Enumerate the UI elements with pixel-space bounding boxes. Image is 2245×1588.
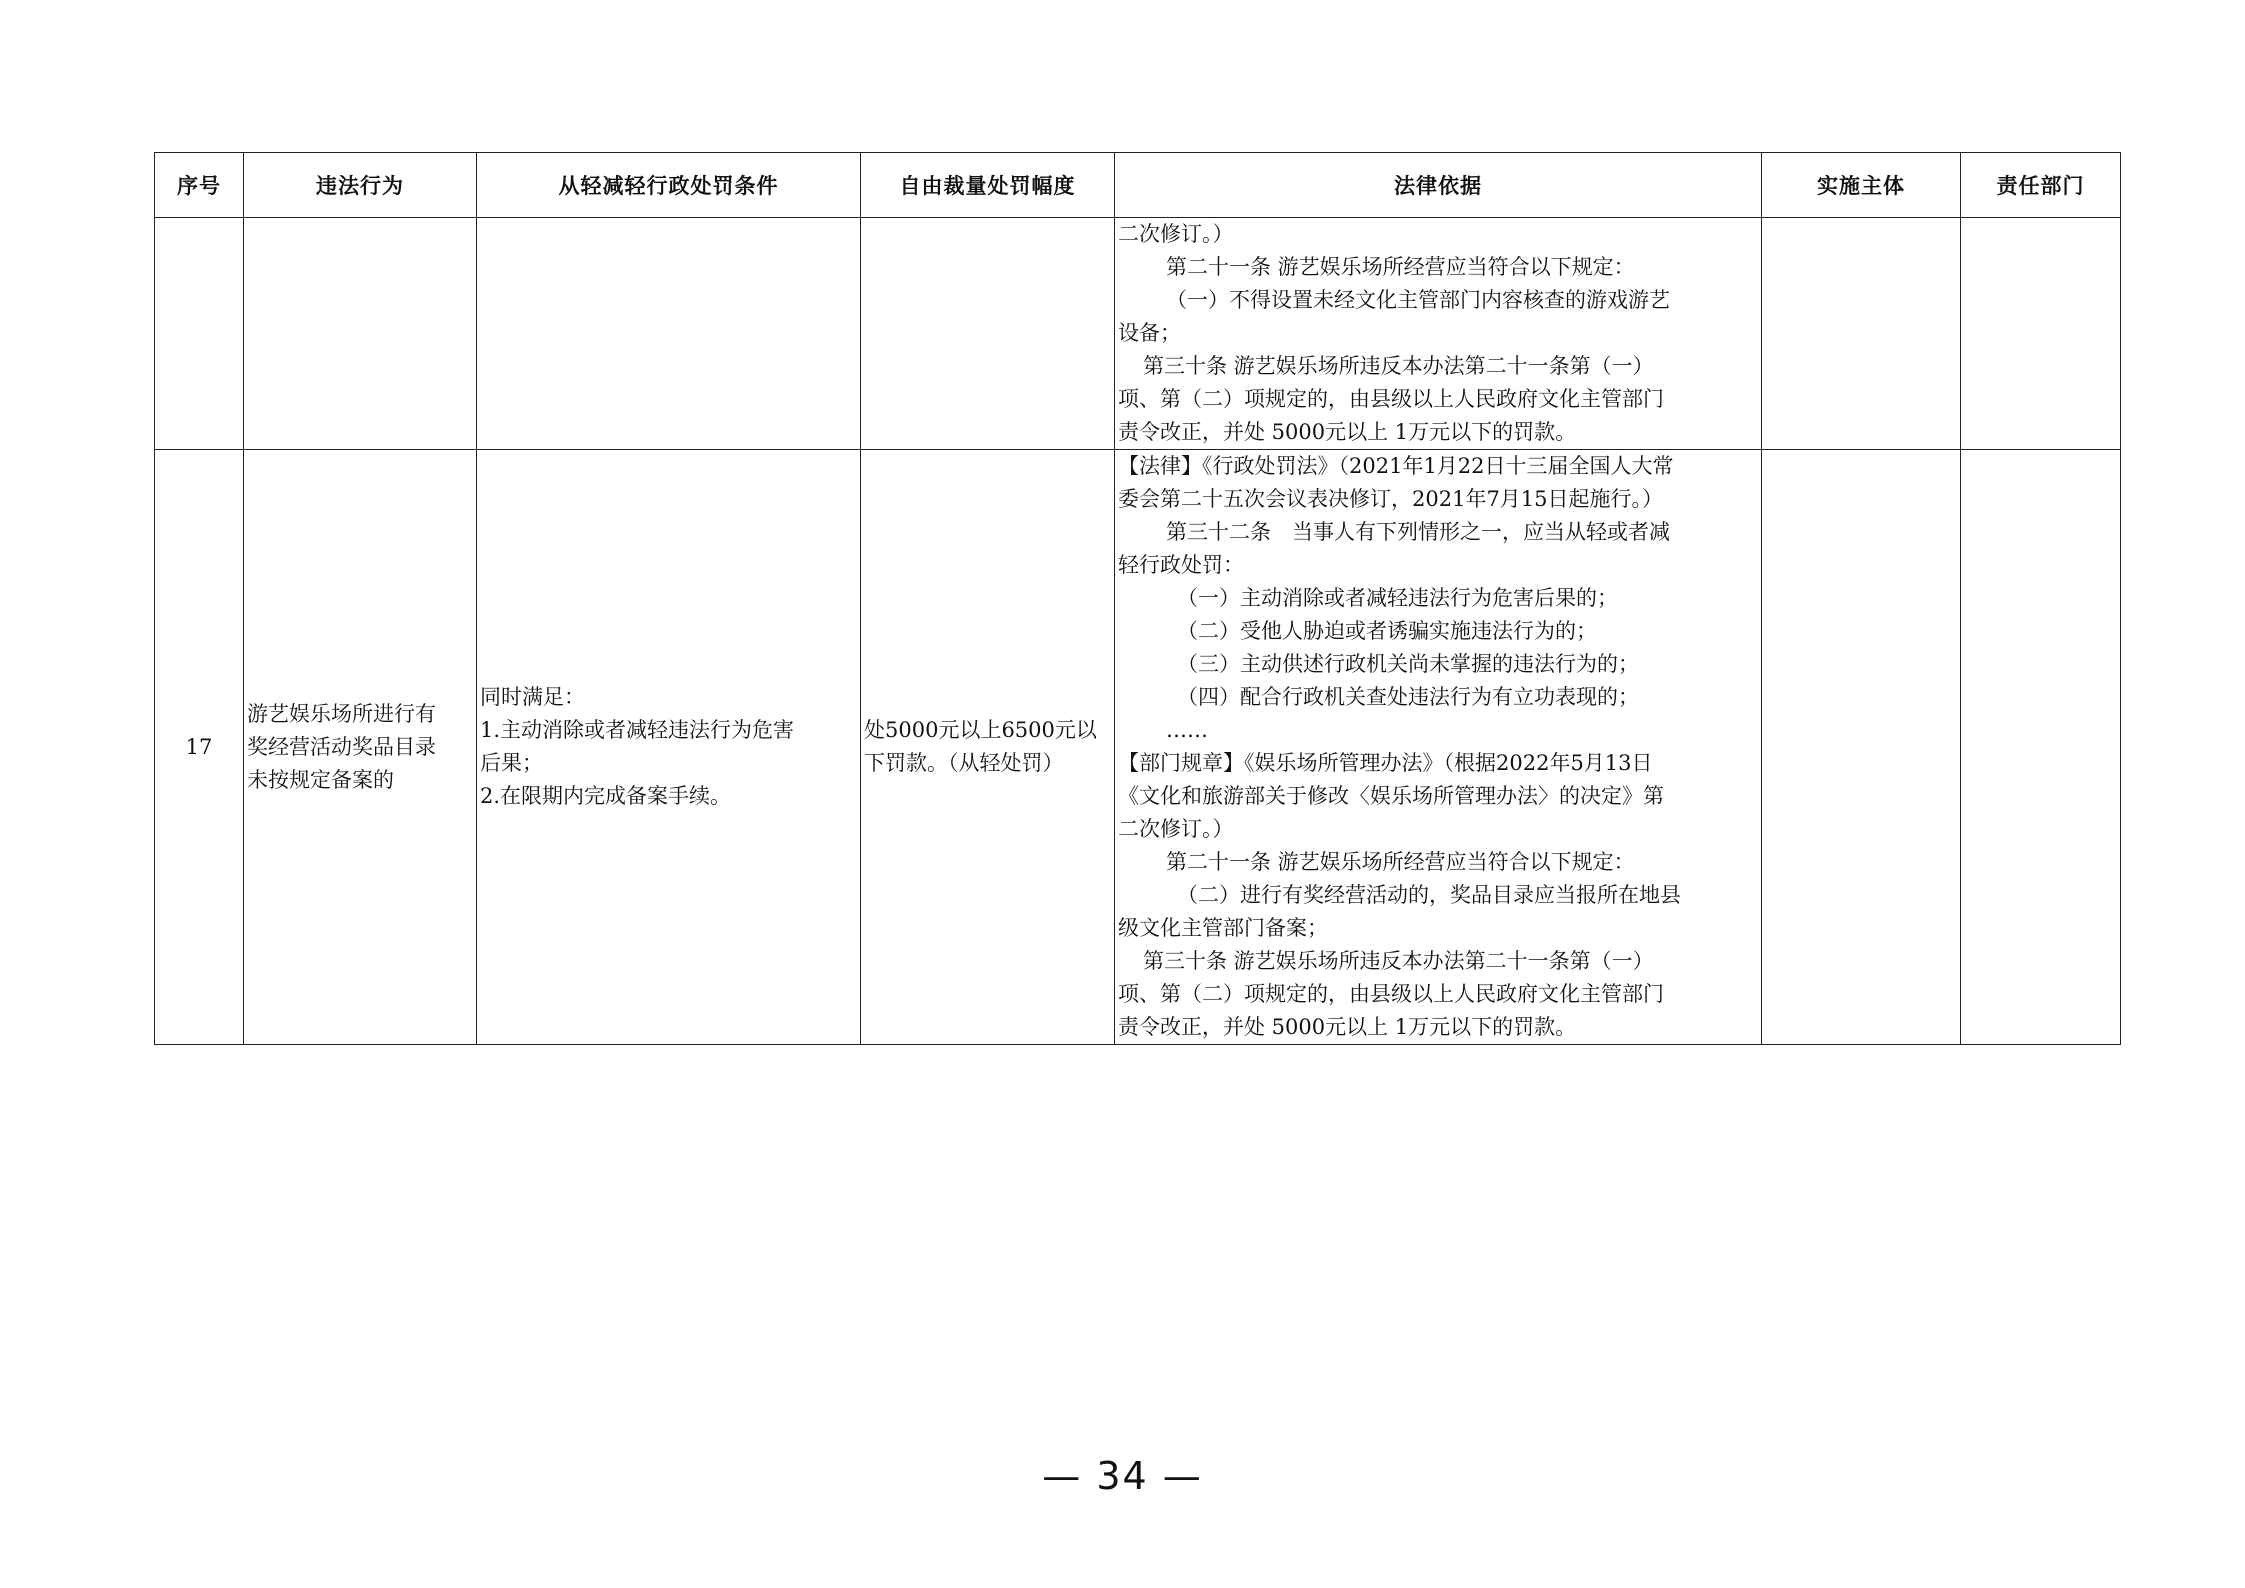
basis-line: 第三十条 游艺娱乐场所违反本办法第二十一条第（一）	[1143, 354, 1654, 378]
basis-line: 项、第（二）项规定的，由县级以上人民政府文化主管部门	[1118, 387, 1664, 411]
header-violation: 违法行为	[244, 153, 477, 218]
row1-conditions-cell	[477, 218, 861, 450]
violation-line: 奖经营活动奖品目录	[247, 734, 436, 759]
table-header-row	[155, 153, 2121, 218]
range-line: 下罚款。（从轻处罚）	[864, 751, 1064, 775]
basis-line: 责令改正，并处 5000元以上 1万元以下的罚款。	[1118, 1015, 1577, 1039]
row2-range-cell	[861, 450, 1115, 1045]
basis-line: 项、第（二）项规定的，由县级以上人民政府文化主管部门	[1118, 982, 1664, 1006]
row2-violation-cell	[244, 450, 477, 1045]
row1-violation-cell	[244, 218, 477, 450]
page-number: — 34 —	[1042, 1454, 1203, 1498]
row1-dept-cell	[1961, 218, 2121, 450]
row1-range-cell	[861, 218, 1115, 450]
basis-line: （二）受他人胁迫或者诱骗实施违法行为的；	[1177, 619, 1597, 643]
row1-agency-cell	[1762, 218, 1961, 450]
header-conditions: 从轻减轻行政处罚条件	[477, 153, 861, 218]
basis-line: ……	[1166, 718, 1208, 742]
table-row	[155, 218, 2121, 450]
basis-line: 第三十二条 当事人有下列情形之一，应当从轻或者减	[1166, 520, 1670, 544]
condition-line: 后果；	[480, 751, 543, 775]
row2-conditions-cell	[477, 450, 861, 1045]
table-row	[155, 450, 2121, 1045]
condition-line: 同时满足：	[480, 685, 585, 709]
row2-dept-cell	[1961, 450, 2121, 1045]
basis-line: 《文化和旅游部关于修改〈娱乐场所管理办法〉的决定》第	[1118, 784, 1664, 808]
basis-line: 级文化主管部门备案；	[1118, 916, 1328, 940]
basis-line: （二）进行有奖经营活动的，奖品目录应当报所在地县	[1177, 883, 1681, 907]
penalty-table	[154, 152, 2121, 1045]
condition-line: 2.在限期内完成备案手续。	[480, 784, 732, 808]
violation-line: 未按规定备案的	[247, 767, 394, 792]
basis-line: 第二十一条 游艺娱乐场所经营应当符合以下规定：	[1166, 850, 1635, 874]
basis-line: 【法律】《行政处罚法》（2021年1月22日十三届全国人大常	[1118, 454, 1674, 478]
basis-line: 二次修订。）	[1118, 222, 1234, 246]
row2-seq-cell: 17	[155, 450, 244, 1045]
row2-agency-cell	[1762, 450, 1961, 1045]
row1-seq-cell	[155, 218, 244, 450]
violation-line: 游艺娱乐场所进行有	[247, 701, 436, 726]
header-seq: 序号	[155, 153, 244, 218]
basis-line: 第三十条 游艺娱乐场所违反本办法第二十一条第（一）	[1143, 949, 1654, 973]
basis-line: 轻行政处罚：	[1118, 553, 1244, 577]
basis-line: （一）主动消除或者减轻违法行为危害后果的；	[1177, 586, 1618, 610]
basis-line: 责令改正，并处 5000元以上 1万元以下的罚款。	[1118, 420, 1577, 444]
range-line: 处5000元以上6500元以	[864, 718, 1097, 742]
basis-line: 委会第二十五次会议表决修订，2021年7月15日起施行。）	[1118, 487, 1664, 511]
basis-line: （三）主动供述行政机关尚未掌握的违法行为的；	[1177, 652, 1639, 676]
basis-line: （一）不得设置未经文化主管部门内容核查的游戏游艺	[1166, 288, 1670, 312]
basis-line: 第二十一条 游艺娱乐场所经营应当符合以下规定：	[1166, 255, 1635, 279]
basis-line: 【部门规章】《娱乐场所管理办法》（根据2022年5月13日	[1118, 751, 1653, 775]
basis-line: （四）配合行政机关查处违法行为有立功表现的；	[1177, 685, 1639, 709]
header-basis: 法律依据	[1115, 153, 1762, 218]
header-range: 自由裁量处罚幅度	[861, 153, 1115, 218]
row1-basis-cell	[1115, 218, 1762, 450]
header-agency: 实施主体	[1762, 153, 1961, 218]
basis-line: 二次修订。）	[1118, 817, 1234, 841]
header-dept: 责任部门	[1961, 153, 2121, 218]
basis-line: 设备；	[1118, 321, 1181, 345]
condition-line: 1.主动消除或者减轻违法行为危害	[480, 718, 795, 742]
row2-basis-cell	[1115, 450, 1762, 1045]
